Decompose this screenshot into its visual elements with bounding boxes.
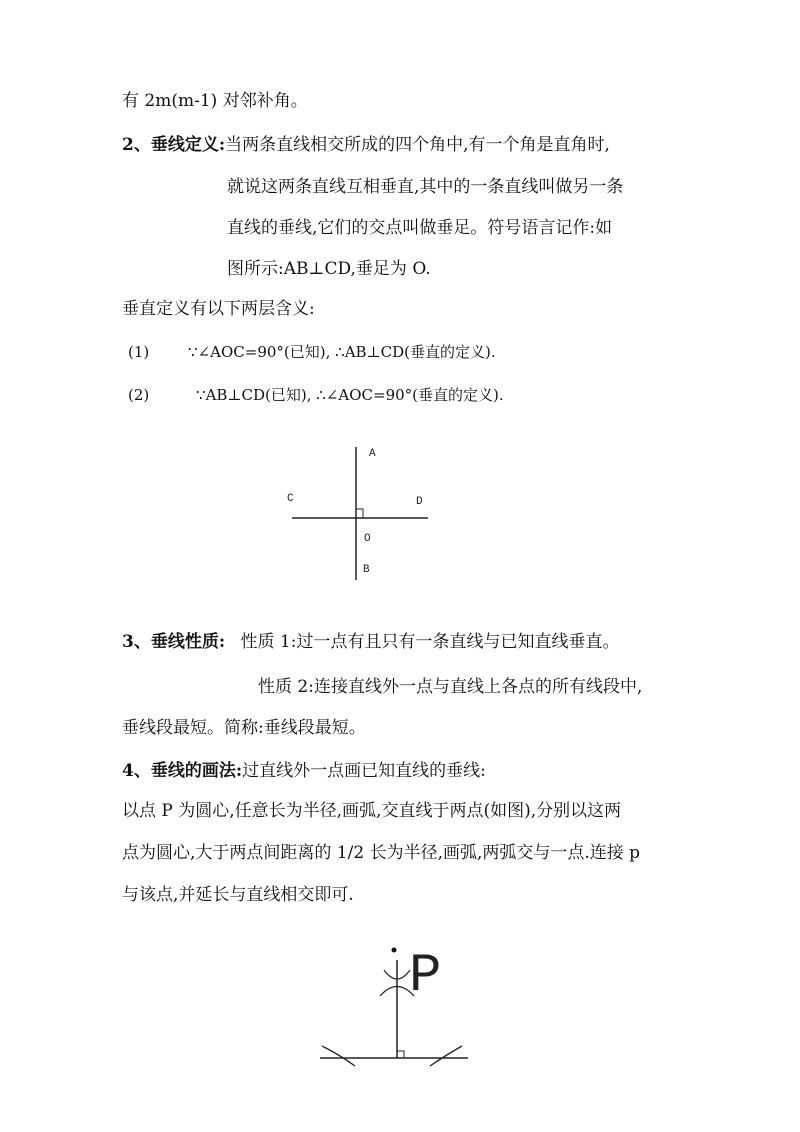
label-b: B <box>363 564 370 576</box>
section-4-line-3: 与该点,并延长与直线相交即可. <box>122 885 354 905</box>
right-angle-mark <box>397 1051 404 1058</box>
section-4-subtitle: 过直线外一点画已知直线的垂线: <box>242 761 486 781</box>
label-a: A <box>369 448 376 460</box>
arc-right <box>430 1046 462 1066</box>
meaning-item-2-text: ∵AB⊥CD(已知), ∴∠AOC=90°(垂直的定义). <box>196 386 504 404</box>
property-2: 性质 2:连接直线外一点与直线上各点的所有线段中, <box>258 677 643 697</box>
section-2-heading: 2、垂线定义: <box>122 135 226 155</box>
arc-top-1 <box>380 987 414 997</box>
right-angle-mark <box>356 509 363 518</box>
section-2 <box>122 134 610 156</box>
property-1: 性质 1:过一点有且只有一条直线与已知直线垂直。 <box>240 632 620 652</box>
label-p: P <box>409 946 442 1007</box>
arc-left <box>322 1046 355 1066</box>
meaning-title: 垂直定义有以下两层含义: <box>122 299 315 319</box>
meaning-item-2-number: (2) <box>128 386 150 404</box>
section-2-line-3: 直线的垂线,它们的交点叫做垂足。符号语言记作:如 <box>227 218 613 238</box>
section-2-line-4: 图所示:AB⊥CD,垂足为 O. <box>227 259 431 279</box>
meaning-item-2 <box>128 384 504 406</box>
meaning-item-1-number: (1) <box>128 343 150 361</box>
section-3 <box>122 631 619 653</box>
section-3-heading: 3、垂线性质: <box>122 632 226 652</box>
label-d: D <box>416 496 423 508</box>
label-o: O <box>364 533 371 545</box>
section-4-line-1: 以点 P 为圆心,任意长为半径,画弧,交直线于两点(如图),分别以这两 <box>122 801 622 821</box>
section-4-line-2: 点为圆心,大于两点间距离的 1/2 长为半径,画弧,两弧交与一点.连接 p <box>122 843 641 863</box>
section-4-heading: 4、垂线的画法: <box>122 761 243 781</box>
arc-top-2 <box>384 970 410 979</box>
section-4 <box>122 760 486 782</box>
intro-line: 有 2m(m-1) 对邻补角。 <box>122 91 308 111</box>
point-p <box>392 948 397 953</box>
section-2-line-2: 就说这两条直线互相垂直,其中的一条直线叫做另一条 <box>227 177 624 197</box>
label-c: C <box>287 493 294 505</box>
property-2-continued: 垂线段最短。简称:垂线段最短。 <box>122 718 366 738</box>
meaning-item-1-text: ∵∠AOC=90°(已知), ∴AB⊥CD(垂直的定义). <box>188 343 496 361</box>
section-2-line-1: 当两条直线相交所成的四个角中,有一个角是直角时, <box>225 135 610 155</box>
meaning-item-1 <box>128 341 496 363</box>
